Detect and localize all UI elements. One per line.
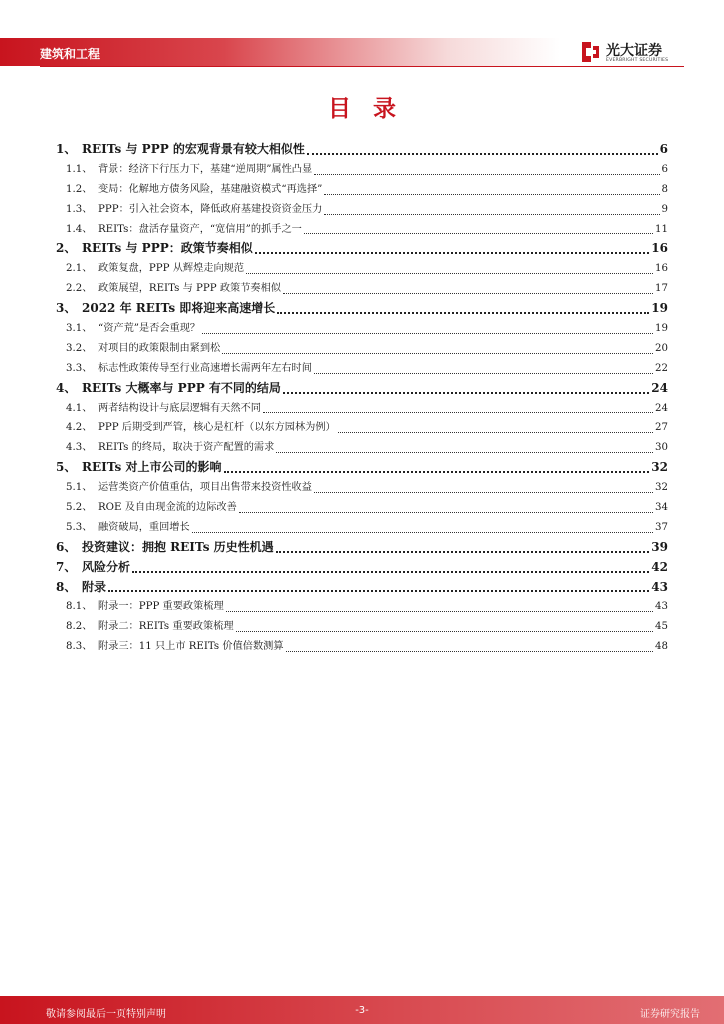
toc-subsection-row[interactable] [56, 597, 668, 617]
footer-report-type: 证券研究报告 [640, 1009, 700, 1020]
toc-entry-page: 37 [655, 521, 668, 533]
toc-entry-title: REITs 与 PPP 的宏观背景有较大相似性 [82, 141, 305, 156]
toc-subsection-row[interactable] [56, 359, 668, 379]
toc-subsection-row[interactable] [56, 220, 668, 240]
toc-entry-title: PPP：引入社会资本，降低政府基建投资资金压力 [98, 203, 323, 215]
toc-entry-number: 8.3、 [66, 641, 93, 653]
toc-entry-title: 附录二：REITs 重要政策梳理 [98, 621, 234, 633]
toc-subsection-row[interactable] [56, 418, 668, 438]
toc-entry-title: 政策复盘，PPP 从辉煌走向规范 [98, 263, 245, 275]
toc-entry-title: 标志性政策传导至行业高速增长需两年左右时间 [98, 362, 312, 374]
toc-entry-page: 45 [655, 621, 668, 633]
toc-entry-title: 融资破局，重回增长 [98, 521, 190, 533]
toc-entry-page: 19 [655, 323, 668, 334]
toc-entry-title: REITs 对上市公司的影响 [82, 460, 222, 475]
toc-entry-number: 1.1、 [66, 163, 93, 175]
toc-entry-title: 政策展望，REITs 与 PPP 政策节奏相似 [98, 283, 281, 295]
toc-dot-leader [202, 333, 653, 334]
toc-entry-number: 3.1、 [66, 323, 93, 334]
toc-entry-number: 3.3、 [66, 362, 93, 374]
toc-dot-leader [314, 492, 653, 493]
toc-entry-page: 17 [655, 283, 668, 295]
toc-entry-number: 3.2、 [66, 342, 93, 354]
toc-dot-leader [276, 551, 650, 553]
toc-subsection-row[interactable] [56, 319, 668, 339]
toc-entry-page: 9 [661, 203, 668, 215]
table-of-contents [56, 140, 668, 657]
toc-entry-number: 1.4、 [66, 223, 93, 235]
toc-subsection-row[interactable] [56, 637, 668, 657]
toc-subsection-row[interactable] [56, 518, 668, 538]
toc-dot-leader [132, 571, 649, 573]
toc-subsection-row[interactable] [56, 339, 668, 359]
toc-dot-leader [283, 392, 649, 394]
toc-entry-page: 48 [655, 641, 668, 653]
toc-entry-number: 2.2、 [66, 283, 93, 295]
toc-entry-page: 6 [661, 163, 668, 175]
toc-entry-number: 1.2、 [66, 183, 93, 195]
toc-dot-leader [283, 293, 653, 294]
toc-entry-title: PPP 后期受到严管，核心是杠杆（以东方园林为例） [98, 422, 336, 434]
toc-entry-page: 22 [655, 362, 668, 374]
toc-entry-title: 变局：化解地方债务风险，基建融资模式“再选择” [98, 183, 323, 195]
toc-dot-leader [324, 214, 659, 215]
toc-entry-title: REITs 与 PPP：政策节奏相似 [82, 241, 253, 256]
toc-entry-title: 两者结构设计与底层逻辑有天然不同 [98, 402, 261, 414]
toc-subsection-row[interactable] [56, 180, 668, 200]
toc-entry-number: 7、 [56, 559, 77, 574]
toc-entry-number: 5.2、 [66, 502, 93, 514]
toc-entry-page: 19 [651, 301, 668, 316]
toc-entry-number: 5.3、 [66, 521, 93, 533]
toc-entry-page: 8 [661, 183, 668, 195]
toc-entry-page: 16 [651, 241, 668, 256]
toc-dot-leader [304, 233, 653, 234]
toc-entry-title: “资产荒”是否会重现？ [98, 323, 201, 334]
toc-dot-leader [255, 252, 650, 254]
toc-subsection-row[interactable] [56, 200, 668, 220]
toc-entry-page: 6 [659, 141, 668, 156]
toc-section-row[interactable] [56, 558, 668, 578]
toc-entry-title: REITs：盘活存量资产，“宽信用”的抓手之一 [98, 223, 302, 235]
toc-entry-page: 20 [655, 342, 668, 354]
toc-entry-number: 1.3、 [66, 203, 93, 215]
toc-subsection-row[interactable] [56, 259, 668, 279]
toc-entry-page: 16 [655, 263, 668, 275]
toc-entry-title: 投资建议：拥抱 REITs 历史性机遇 [82, 539, 274, 554]
toc-entry-page: 32 [651, 460, 668, 475]
toc-entry-title: 附录三：11 只上市 REITs 价值倍数测算 [98, 641, 284, 653]
toc-dot-leader [314, 373, 653, 374]
toc-subsection-row[interactable] [56, 160, 668, 180]
everbright-logo-icon [579, 40, 601, 64]
toc-section-row[interactable] [56, 379, 668, 399]
page-number: -3- [355, 1005, 369, 1016]
toc-entry-number: 2.1、 [66, 263, 93, 275]
toc-entry-number: 1、 [56, 141, 77, 156]
toc-entry-page: 32 [655, 482, 668, 494]
toc-entry-title: 运营类资产价值重估，项目出售带来投资性收益 [98, 482, 312, 494]
toc-dot-leader [314, 174, 659, 175]
toc-subsection-row[interactable] [56, 617, 668, 637]
toc-entry-title: ROE 及自由现金流的边际改善 [98, 502, 237, 514]
toc-entry-page: 43 [651, 579, 668, 594]
toc-entry-page: 42 [651, 559, 668, 574]
toc-entry-title: 附录一：PPP 重要政策梳理 [98, 601, 224, 613]
toc-dot-leader [307, 153, 658, 155]
toc-entry-number: 8.2、 [66, 621, 93, 633]
toc-subsection-row[interactable] [56, 279, 668, 299]
toc-dot-leader [224, 471, 650, 473]
toc-dot-leader [263, 412, 653, 413]
toc-dot-leader [239, 512, 653, 513]
logo-text-cn: 光大证券 [606, 43, 662, 59]
toc-entry-number: 3、 [56, 301, 77, 316]
toc-entry-page: 27 [655, 422, 668, 434]
toc-entry-title: REITs 的终局，取决于资产配置的需求 [98, 442, 275, 454]
header-divider [40, 66, 684, 67]
toc-entry-title: REITs 大概率与 PPP 有不同的结局 [82, 380, 281, 395]
brand-logo [579, 38, 689, 66]
toc-section-row[interactable] [56, 578, 668, 598]
toc-entry-page: 24 [655, 402, 668, 414]
toc-dot-leader [277, 312, 649, 314]
toc-entry-page: 11 [655, 223, 668, 235]
toc-entry-title: 对项目的政策限制由紧到松 [98, 342, 221, 354]
toc-entry-number: 4.3、 [66, 442, 93, 454]
toc-subsection-row[interactable] [56, 498, 668, 518]
toc-dot-leader [276, 452, 653, 453]
toc-dot-leader [236, 631, 654, 632]
toc-section-row[interactable] [56, 538, 668, 558]
section-label: 建筑和工程 [40, 47, 101, 61]
toc-dot-leader [222, 353, 653, 354]
toc-dot-leader [338, 432, 653, 433]
toc-entry-page: 43 [655, 601, 668, 613]
toc-section-row[interactable] [56, 299, 668, 319]
toc-entry-number: 8.1、 [66, 601, 93, 613]
toc-entry-page: 24 [651, 380, 668, 395]
toc-entry-number: 4、 [56, 380, 77, 395]
toc-entry-number: 4.2、 [66, 422, 93, 434]
toc-dot-leader [324, 194, 659, 195]
toc-dot-leader [286, 651, 654, 652]
toc-section-row[interactable] [56, 239, 668, 259]
toc-entry-number: 8、 [56, 579, 77, 594]
toc-entry-page: 34 [655, 502, 668, 514]
toc-entry-title: 背景：经济下行压力下，基建“逆周期”属性凸显 [98, 163, 313, 175]
toc-subsection-row[interactable] [56, 478, 668, 498]
toc-dot-leader [226, 611, 653, 612]
toc-entry-number: 5.1、 [66, 482, 93, 494]
toc-subsection-row[interactable] [56, 399, 668, 419]
toc-dot-leader [192, 532, 653, 533]
toc-entry-number: 6、 [56, 539, 77, 554]
footer-disclaimer: 敬请参阅最后一页特别声明 [46, 1009, 166, 1020]
page-title: 目录 [328, 96, 418, 122]
toc-entry-page: 39 [651, 539, 668, 554]
toc-section-row[interactable] [56, 458, 668, 478]
toc-dot-leader [246, 273, 653, 274]
toc-entry-number: 2、 [56, 241, 77, 256]
toc-entry-title: 2022 年 REITs 即将迎来高速增长 [82, 301, 276, 316]
logo-text-en: EVERBRIGHT SECURITIES [606, 58, 669, 63]
toc-entry-title: 附录 [82, 579, 107, 594]
toc-entry-number: 4.1、 [66, 402, 93, 414]
toc-subsection-row[interactable] [56, 438, 668, 458]
toc-section-row[interactable] [56, 140, 668, 160]
toc-entry-title: 风险分析 [82, 559, 131, 574]
toc-entry-page: 30 [655, 442, 668, 454]
toc-entry-number: 5、 [56, 460, 77, 475]
toc-dot-leader [108, 590, 649, 592]
